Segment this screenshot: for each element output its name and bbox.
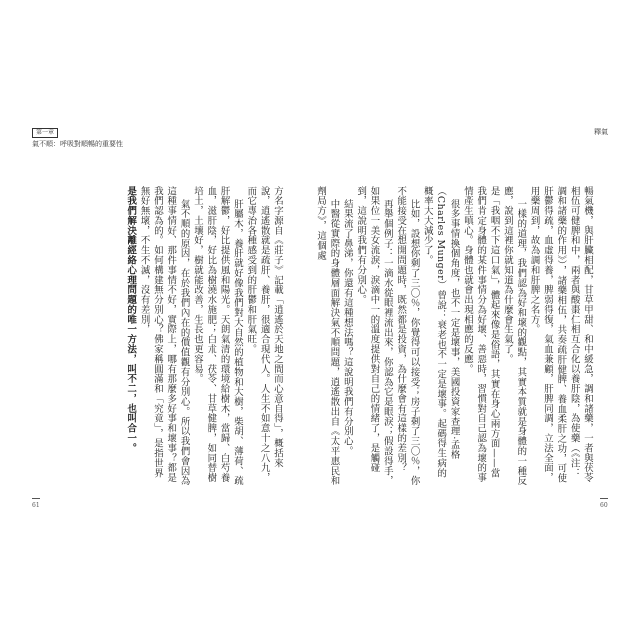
left-page-body	[62, 186, 284, 486]
paragraph: 比如，設想你剩了三〇％，你覺得可以接受；房子剩了三〇％，你不能接受在想開問題時，既然都是投資，為什麼會有這樣的差別？	[395, 186, 420, 486]
page-number: 60	[600, 498, 608, 509]
paragraph: 肝屬木，養肝就好像我們對大自然的植物和大樹，柴胡、薄荷、疏肝解鬱，好比提供風和陽光。天朗氣清的環境給樹木，當歸、白芍養血，滋肝陰，好比為樹澆水施肥；白朮、茯苓、甘草健脾，如同替樹培土，土壤好，樹就能改善，生長也更容易。	[191, 186, 243, 486]
paragraph: 一樣的道理，我們認為好和壞的觀點，其實本質就是身體的一種反應，說到這裡你就知道為什麼會生氣了。	[501, 186, 527, 486]
paragraph: 中醫從實際的身體層面解決氣不順問題，逍遙散出自《太平惠民和劑局方》，這個處	[315, 186, 340, 486]
chapter-subtitle: 氣不順：呼吸對順暢的重要性	[32, 139, 123, 148]
paragraph: 結果流了鼻涕，你還有這種想法嗎？這說明我們有分別心。	[341, 199, 353, 457]
paragraph: 暢氣機，與肝臟相配，甘草甲甜、和中緩急，調和諸藥，一者與茯苓相伍可健脾和中，兩者與酸棗仁相互合化以養肝陰，為使藥（《注：調和諸藥的作用》），諸藥相伍，共奏疏肝健脾、養血柔肝之功，可使肝鬱得疏，血虛得養，脾弱得復，氣血兼顧，肝脾同調，立法全面，用藥周到，故為調和肝脾之名方。	[528, 186, 593, 484]
right-page-body	[315, 186, 594, 486]
running-header-left	[32, 128, 123, 149]
paragraph: 是「我咽不下這口氣」，體起來像是俗語，其實在身心兩方面——當我們肯定身體的某件事情分為好壞、善惡時，習慣對自己認為壞的事情產生嗔心。身體也就會出現相應的反應。	[461, 186, 500, 483]
running-header-right: 釋氣	[594, 128, 608, 136]
paragraph: 方名字源自《莊子》記載「逍遙於天地之間而心意自得」，概括來說，逍遙散就是疏肝、養肝，很適合現代人。人生不如意十之八九，而它專治各種感受到的肝鬱和肝氣旺。	[245, 186, 283, 483]
book-spread	[32, 118, 608, 528]
paragraph: 很多事情換個角度，也不一定是壞事，美國投資家查理·孟格（Charles Munger）曾說：衰老也不一定是壞事。起碼得生病的概率大大減少了。	[421, 186, 460, 479]
paragraph: 再舉個例子：一滴水從眼裡流出來，你認為它是眼淚；假設得手，如果位一美女流淚，淚滴中一的溫度提供對自己的情緒了，是觸碰到，這說明我們有分別心。	[355, 186, 393, 486]
paragraph: 氣不順的原因，在於我們內在的價值觀有分別心。所以我們會因為這種事情好、那件事情不好，實際上，哪有那麼多好事和壞事？都是我們認為的。如何構建無分別心？佛家稱圓滿和「究竟」，是指世界無好無壞，不生不滅，沒有差別，	[138, 186, 190, 486]
left-page	[32, 118, 314, 528]
right-page	[315, 118, 608, 528]
page-number: 61	[32, 498, 40, 509]
chapter-label: 第一章	[32, 128, 58, 138]
emphasis-paragraph: 是我們解決離經絡心理問題的唯一方法，叫不二，也叫合一。	[125, 186, 137, 454]
